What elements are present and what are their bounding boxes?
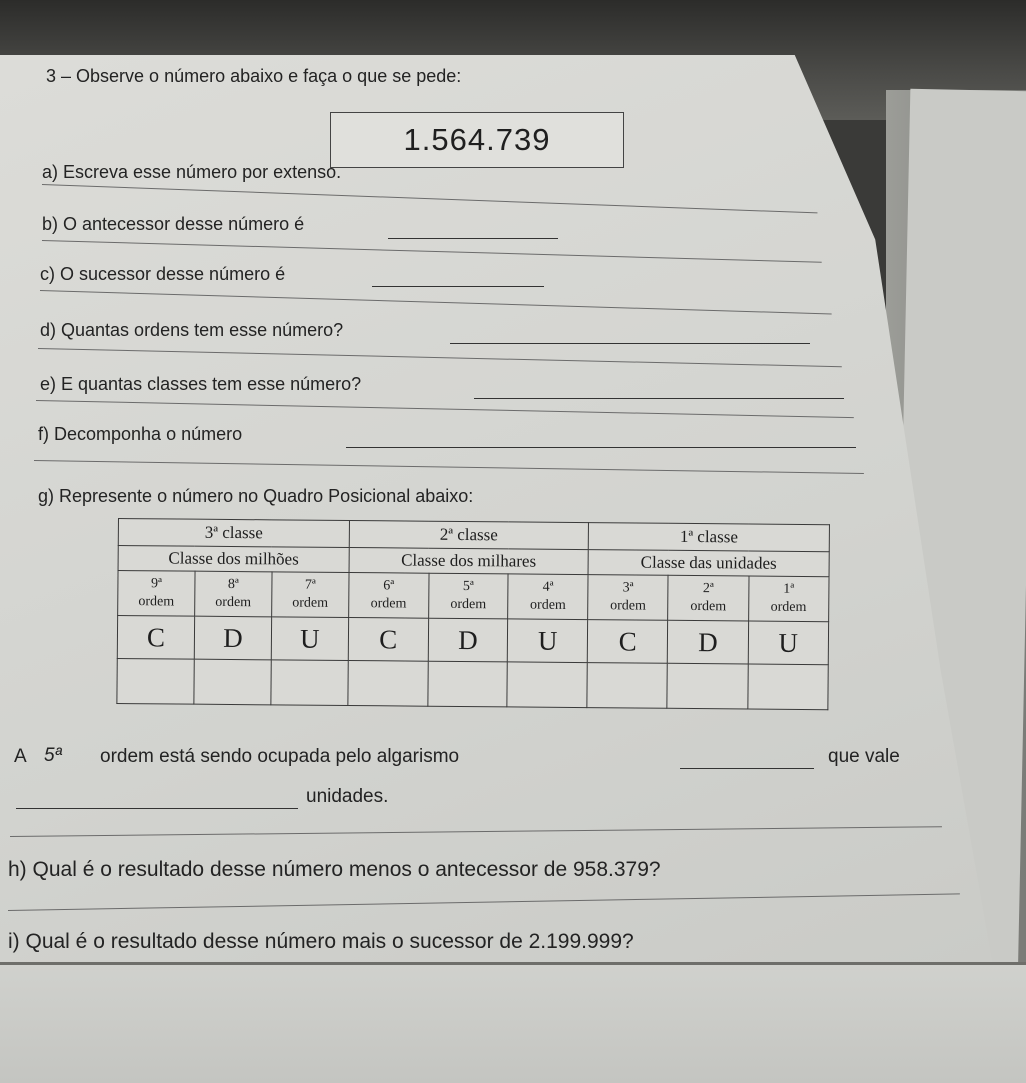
sentence-middle: ordem está sendo ocupada pelo algarismo — [100, 746, 460, 767]
order-cell — [349, 573, 429, 619]
order-number: 4ª — [542, 579, 554, 595]
order-cell — [428, 573, 508, 619]
worksheet-paper-lower — [0, 962, 1026, 1083]
exercise-heading: 3 – Observe o número abaixo e faça o que se pede: — [46, 66, 462, 86]
item-g: g) Represente o número no Quadro Posicional abaixo: — [38, 486, 474, 506]
class-cell-2: 2ª classe — [349, 521, 588, 550]
cdu-cell: C — [348, 618, 428, 662]
cdu-cell: C — [587, 620, 668, 664]
order-label: ordem — [450, 596, 487, 613]
order-label: ordem — [292, 595, 329, 611]
item-h: h) Qual é o resultado desse número menos o antecessor de 958.379? — [8, 858, 661, 881]
blank-d — [450, 343, 810, 344]
order-label: ordem — [690, 598, 727, 615]
order-cell — [668, 575, 749, 621]
answer-cell[interactable] — [117, 658, 194, 704]
item-d: d) Quantas ordens tem esse número? — [40, 320, 344, 340]
blank-b — [388, 238, 558, 239]
order-cell — [272, 572, 349, 618]
order-number: 1ª — [783, 581, 795, 597]
order-number: 6ª — [383, 578, 395, 594]
answer-cell[interactable] — [747, 664, 828, 710]
order-label: ordem — [138, 594, 175, 610]
order-number: 9ª — [150, 576, 162, 592]
blank-e — [474, 398, 844, 399]
class-cell-1: 1ª classe — [588, 523, 829, 552]
order-label: ordem — [770, 599, 807, 616]
answer-cell[interactable] — [427, 661, 507, 707]
cdu-cell: D — [668, 620, 749, 664]
item-a: a) Escreva esse número por extenso. — [42, 162, 342, 182]
sentence-start: A — [14, 746, 27, 767]
class-cell-3: 3ª classe — [118, 519, 349, 548]
order-cell — [195, 571, 272, 617]
answer-cell[interactable] — [271, 660, 348, 706]
item-b: b) O antecessor desse número é — [42, 214, 305, 234]
class-name-thousands: Classe dos milhares — [349, 548, 588, 575]
sentence-end: que vale — [828, 746, 900, 767]
cdu-cell: U — [271, 617, 348, 661]
order-label: ordem — [370, 596, 407, 612]
order-cell — [118, 571, 195, 617]
item-c: c) O sucessor desse número é — [40, 264, 286, 284]
order-number: 5ª — [462, 579, 474, 595]
class-name-millions: Classe dos milhões — [118, 546, 349, 573]
cdu-cell: U — [748, 621, 829, 665]
answer-cell[interactable] — [667, 663, 748, 709]
item-f: f) Decomponha o número — [38, 424, 243, 444]
answer-cell[interactable] — [348, 661, 428, 707]
order-row — [118, 571, 829, 622]
number-box: 1.564.739 — [330, 112, 624, 168]
cdu-cell: D — [194, 616, 271, 660]
cdu-row — [117, 616, 828, 665]
cdu-cell: U — [508, 619, 588, 663]
cdu-cell: C — [117, 616, 194, 660]
order-cell — [508, 574, 588, 620]
order-label: ordem — [610, 598, 646, 614]
class-name-units: Classe das unidades — [588, 550, 829, 577]
order-cell — [588, 575, 669, 621]
order-number: 8ª — [227, 576, 239, 593]
answer-cell[interactable] — [194, 659, 271, 705]
cdu-cell: D — [428, 618, 508, 662]
order-label: ordem — [530, 597, 566, 613]
order-number: 7ª — [304, 577, 316, 593]
item-i: i) Qual é o resultado desse número mais o sucessor de 2.199.999? — [8, 930, 634, 953]
answer-cell[interactable] — [587, 663, 668, 709]
order-label: ordem — [215, 594, 252, 611]
blank-value — [16, 808, 298, 809]
blank-f — [346, 447, 856, 448]
order-cell — [748, 576, 829, 622]
item-e: e) E quantas classes tem esse número? — [40, 374, 362, 394]
order-number: 3ª — [622, 580, 634, 596]
sentence-units: unidades. — [306, 786, 389, 807]
answer-row — [117, 658, 828, 709]
blank-c — [372, 286, 544, 287]
sentence-order: 5ª — [44, 745, 62, 766]
order-number: 2ª — [702, 581, 714, 597]
blank-digit — [680, 768, 814, 769]
place-value-chart — [116, 518, 830, 710]
answer-cell[interactable] — [507, 662, 587, 708]
